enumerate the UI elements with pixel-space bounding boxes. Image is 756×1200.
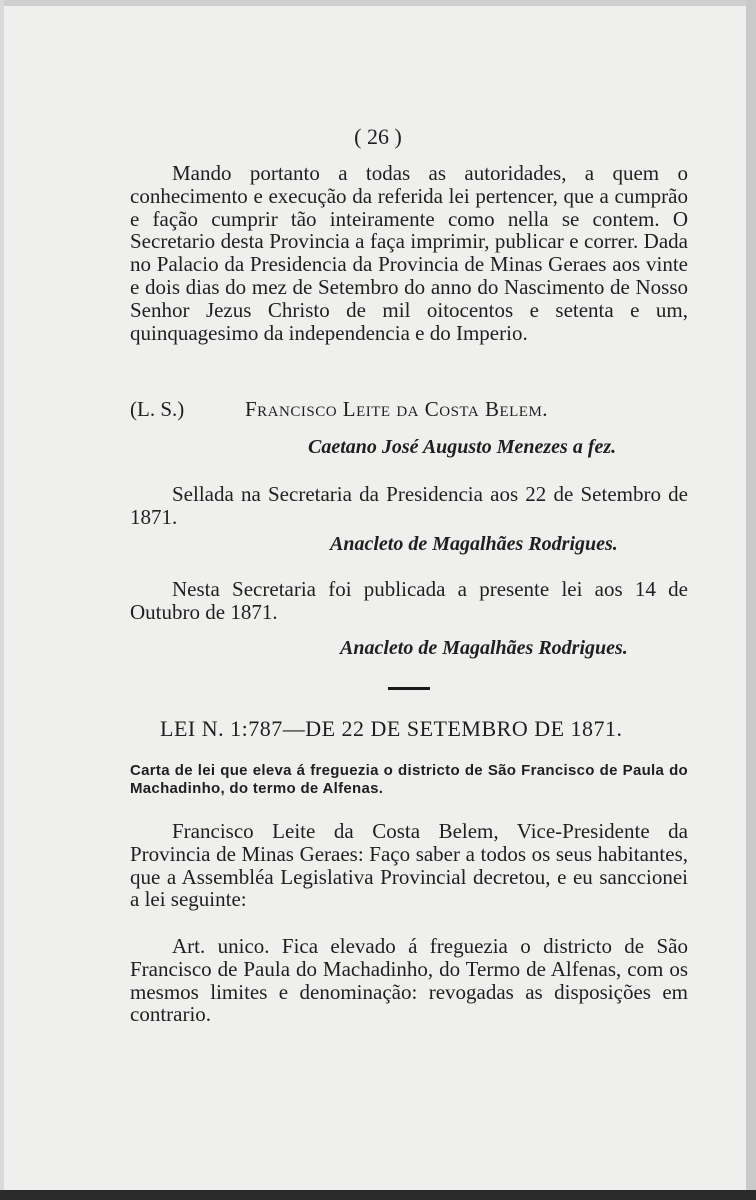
- page-edge-right: [746, 0, 756, 1200]
- signature-caetano: Caetano José Augusto Menezes a fez.: [308, 436, 617, 458]
- signatory-name: Francisco Leite da Costa Belem.: [245, 397, 549, 421]
- law-title: LEI N. 1:787—DE 22 DE SETEMBRO DE 1871.: [160, 716, 623, 741]
- section-divider: [388, 687, 430, 690]
- paragraph-nesta: Nesta Secretaria foi publicada a presente lei aos 14 de Outubro de 1871.: [130, 577, 688, 624]
- signature-anacleto-2: Anacleto de Magalhães Rodrigues.: [340, 637, 628, 659]
- law-preamble: Francisco Leite da Costa Belem, Vice-Presidente da Provincia de Minas Geraes: Faço saber a todos os seus habitantes, que a Assembléa Legislativa Provincial decretou, e eu sanccionei a lei seguinte:: [130, 819, 688, 912]
- law-summary: Carta de lei que eleva á freguezia o districto de São Francisco de Paula do Machadinho, do termo de Alfenas.: [130, 762, 688, 797]
- page-edge-bottom: [0, 1190, 756, 1200]
- signature-anacleto-1: Anacleto de Magalhães Rodrigues.: [330, 533, 618, 555]
- seal-label: (L. S.): [130, 397, 185, 421]
- paragraph-sellada: Sellada na Secretaria da Presidencia aos 22 de Setembro de 1871.: [130, 482, 688, 529]
- page-number: ( 26 ): [354, 124, 402, 149]
- paragraph-mando: Mando portanto a todas as autoridades, a quem o conhecimento e execução da referida lei pertencer, que a cumprão e fação cumprir tão inteiramente como nella se contem. O Secretario desta Provincia a faça imprimir, publicar e correr. Dada no Palacio da Presidencia da Provincia de Minas Geraes aos vinte e dois dias do mez de Setembro do anno do Nascimento de Nosso Senhor Jezus Christo de mil oitocentos e setenta e um, quinquagesimo da independencia e do Imperio.: [130, 161, 688, 345]
- law-article: Art. unico. Fica elevado á freguezia o districto de São Francisco de Paula do Machadinho, do Termo de Alfenas, com os mesmos limites e denominação: revogadas as disposições em contrario.: [130, 934, 688, 1027]
- page-edge-top: [0, 0, 756, 6]
- page-edge-left: [0, 0, 4, 1200]
